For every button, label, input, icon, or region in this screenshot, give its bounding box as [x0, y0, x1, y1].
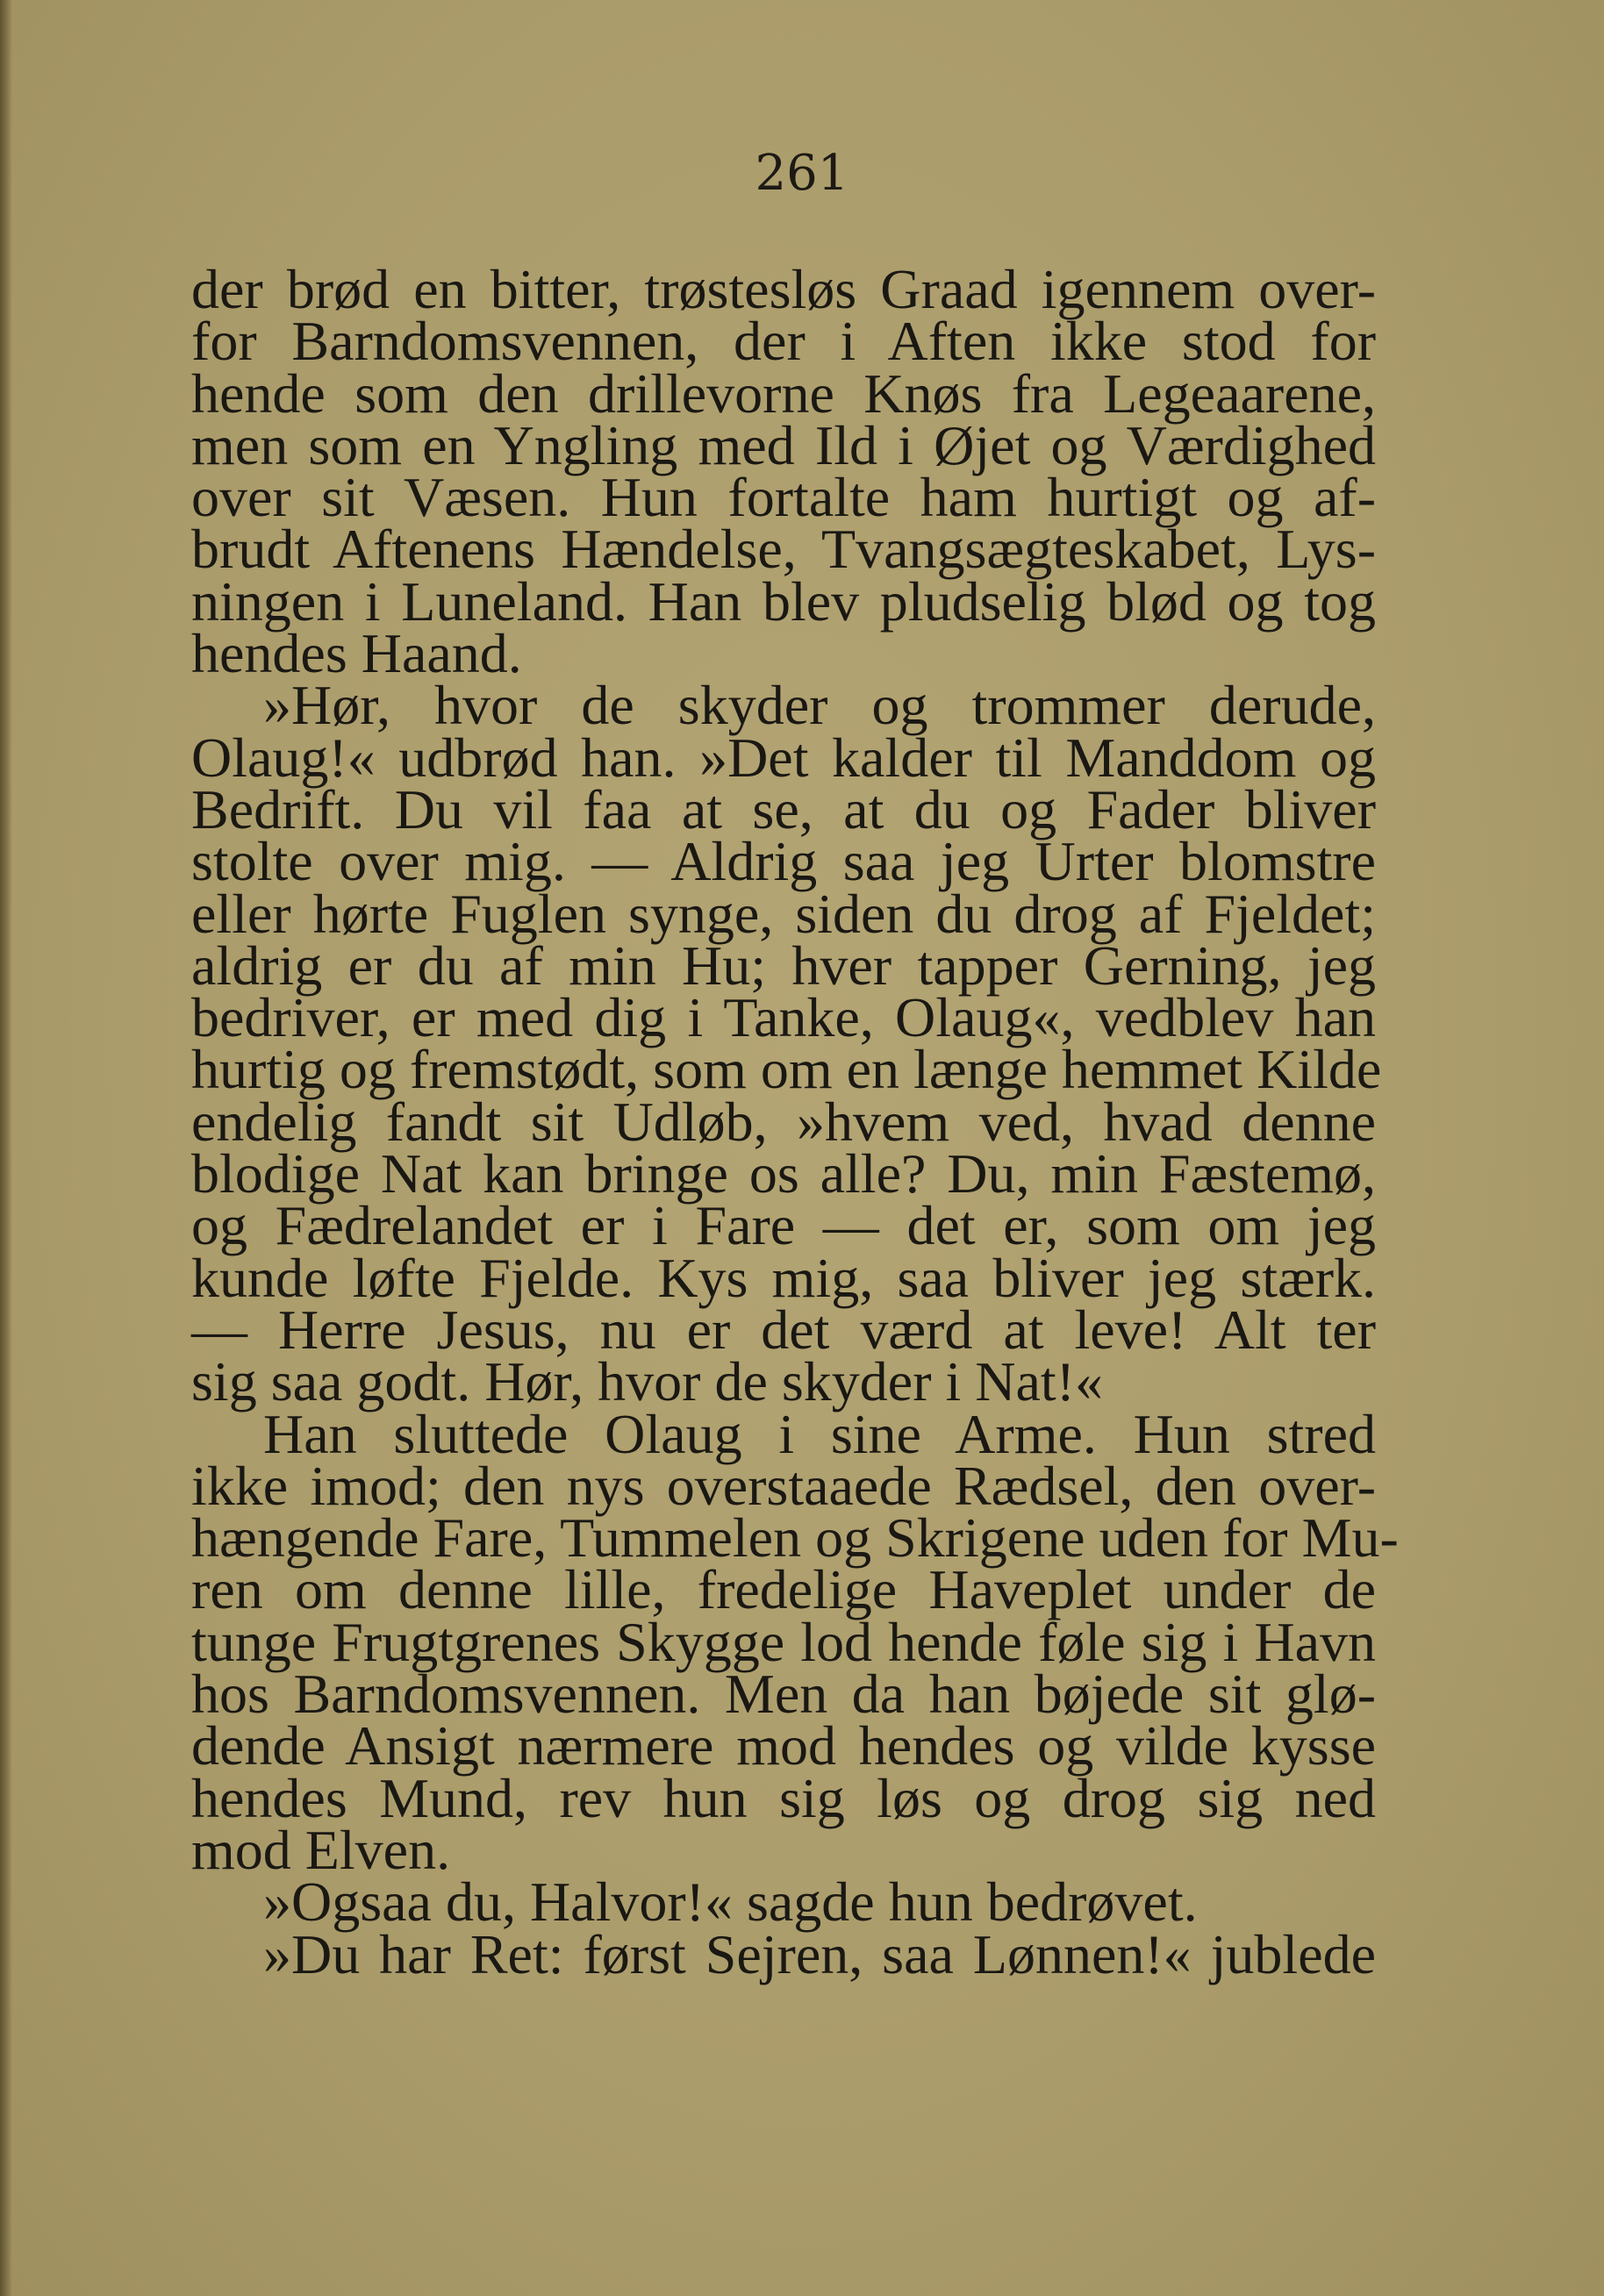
text-line: hendes Mund, rev hun sig løs og drog sig ned [191, 1766, 1376, 1829]
text-line: der brød en bitter, trøstesløs Graad igennem over- [191, 258, 1376, 320]
text-line: hurtig og fremstødt, som om en længe hemmet Kilde [191, 1038, 1382, 1101]
text-line: sig saa godt. Hør, hvor de skyder i Nat!« [191, 1350, 1103, 1413]
text-line: Han sluttede Olaug i sine Arme. Hun stred [263, 1402, 1376, 1465]
text-line: aldrig er du af min Hu; hver tapper Gerning, jeg [191, 933, 1376, 997]
text-line: ningen i Luneland. Han blev pludselig blød og tog [191, 569, 1376, 633]
text-line: hende som den drillevorne Knøs fra Legeaarene, [191, 361, 1376, 425]
text-line: tunge Frugtgrenes Skygge lod hende føle sig i Havn [191, 1610, 1376, 1673]
text-line: stolte over mig. — Aldrig saa jeg Urter blomstre [191, 830, 1376, 893]
text-line: dende Ansigt nærmere mod hendes og vilde kysse [191, 1714, 1376, 1777]
text-line: mod Elven. [191, 1818, 451, 1881]
text-line: eller hørte Fuglen synge, siden du drog af Fjeldet; [191, 882, 1376, 945]
text-line: for Barndomsvennen, der i Aften ikke stod for [191, 310, 1376, 373]
page-binding-edge [0, 0, 12, 2296]
text-line: over sit Væsen. Hun fortalte ham hurtigt og af- [191, 466, 1376, 529]
text-line: »Hør, hvor de skyder og trommer derude, [263, 674, 1376, 737]
body-text [191, 258, 1399, 1985]
text-line: hendes Haand. [191, 622, 522, 685]
text-line: hos Barndomsvennen. Men da han bøjede sit glø- [191, 1663, 1376, 1726]
text-line: hængende Fare, Tummelen og Skrigene uden for Mu- [191, 1506, 1399, 1570]
page-number: 261 [755, 145, 849, 202]
text-line: brudt Aftenens Hændelse, Tvangsægteskabet, Lys- [191, 518, 1376, 581]
text-line: — Herre Jesus, nu er det værd at leve! Alt ter [191, 1298, 1376, 1361]
text-line: Bedrift. Du vil faa at se, at du og Fader bliver [191, 777, 1376, 840]
text-line: »Ogsaa du, Halvor!« sagde hun bedrøvet. [263, 1870, 1198, 1934]
text-line: »Du har Ret: først Sejren, saa Lønnen!« jublede [263, 1922, 1376, 1985]
text-line: Olaug!« udbrød han. »Det kalder til Manddom og [191, 726, 1376, 789]
text-line: og Fædrelandet er i Fare — det er, som om jeg [191, 1194, 1376, 1257]
text-line: ikke imod; den nys overstaaede Rædsel, den over- [191, 1454, 1376, 1517]
text-line: men som en Yngling med Ild i Øjet og Værdighed [191, 413, 1376, 476]
text-line: endelig fandt sit Udløb, »hvem ved, hvad denne [191, 1090, 1376, 1153]
text-line: bedriver, er med dig i Tanke, Olaug«, vedblev han [191, 986, 1376, 1049]
text-line: blodige Nat kan bringe os alle? Du, min Fæstemø, [191, 1142, 1376, 1205]
text-line: kunde løfte Fjelde. Kys mig, saa bliver jeg stærk. [191, 1246, 1376, 1309]
text-line: ren om denne lille, fredelige Haveplet under de [191, 1558, 1376, 1621]
